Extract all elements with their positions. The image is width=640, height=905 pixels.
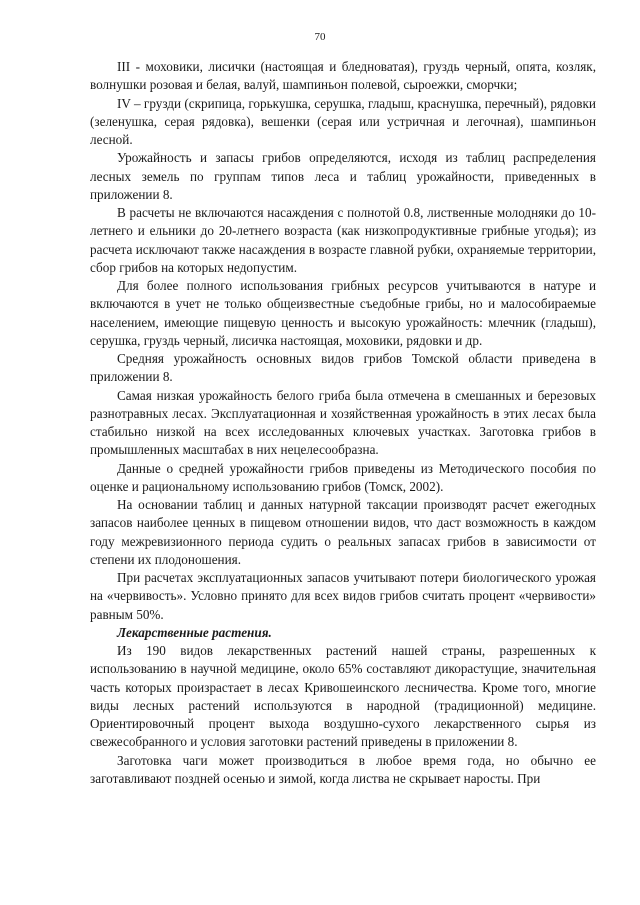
paragraph-chaga-harvesting: Заготовка чаги может производиться в любое время года, но обычно ее заготавливают поздней осенью и зимой, когда листва не скрывает наросты. При [90,752,596,786]
paragraph-full-resource-use: Для более полного использования грибных ресурсов учитываются в натуре и включаются в учет не только общеизвестные съедобные грибы, но и малособираемые населением, имеющие пищевую ценность и высокую урожайность: млечник (гладыш), серушка, груздь черный, лисичка настоящая, моховики, рядовки и др. [90,278,596,348]
paragraph-calculation-exclusions: В расчеты не включаются насаждения с полнотой 0.8, лиственные молодняки до 10-летнего и ельники до 20-летнего возраста (как низкопродуктивные грибные угодья); из расчета исключают также насаждения в возрасте главной рубки, охраняемые территории, сбор грибов на которых недопустим. [90,205,596,275]
page-number: 70 [314,31,326,43]
paragraph-yield-determination: Урожайность и запасы грибов определяются, исходя из таблиц распределения лесных земель по группам типов леса и таблиц урожайности, приведенных в приложении 8. [90,150,596,202]
paragraph-lowest-yield: Самая низкая урожайность белого гриба была отмечена в смешанных и березовых разнотравных лесах. Эксплуатационная и хозяйственная урожайность в этих лесах была стабильно низкой на всех исследованных ключевых участках. Заготовка грибов в промышленных масштабах в них нецелесообразна. [90,387,596,458]
page-body [90,58,596,788]
paragraph-mushroom-group-iv: IV – грузди (скрипица, горькушка, серушка, гладыш, краснушка, перечный), рядовки (зеленушка, серая рядовка), вешенки (серая или устричная и легочная), шампиньон лесной. [90,95,596,147]
paragraph-annual-reserves: На основании таблиц и данных натурной таксации производят расчет ежегодных запасов наиболее ценных в пищевом отношении видов, что даст возможность в каждом году межревизионного периода судить о реальных запасах грибов в зависимости от степени их плодоношения. [90,497,596,567]
paragraph-average-yield: Средняя урожайность основных видов грибов Томской области приведена в приложении 8. [90,351,596,385]
paragraph-medicinal-plants: Из 190 видов лекарственных растений нашей страны, разрешенных к использованию в научной медицине, около 65% составляют дикорастущие, значительная часть которых произрастает в лесах Кривошеинского лесничества. Кроме того, многие виды лесных растений используются в народной (традиционной) медицине. Ориентировочный процент выхода воздушно-сухого лекарственного сырья из свежесобранного и условия заготовки растений приведены в приложении 8. [90,643,596,750]
paragraph-wormy-losses: При расчетах эксплуатационных запасов учитывают потери биологического урожая на «червивость». Условно принято для всех видов грибов считать процент «червивости» равным 50%. [90,570,596,622]
section-subheading: Лекарственные растения. [117,624,272,640]
paragraph-data-source: Данные о средней урожайности грибов приведены из Методического пособия по оценке и рациональному использованию грибов (Томск, 2002). [90,460,596,494]
paragraph-mushroom-group-iii: III - моховики, лисички (настоящая и бледноватая), груздь черный, опята, козляк, волнушки розовая и белая, валуй, шампиньон полевой, сыроежки, сморчки; [90,59,596,93]
